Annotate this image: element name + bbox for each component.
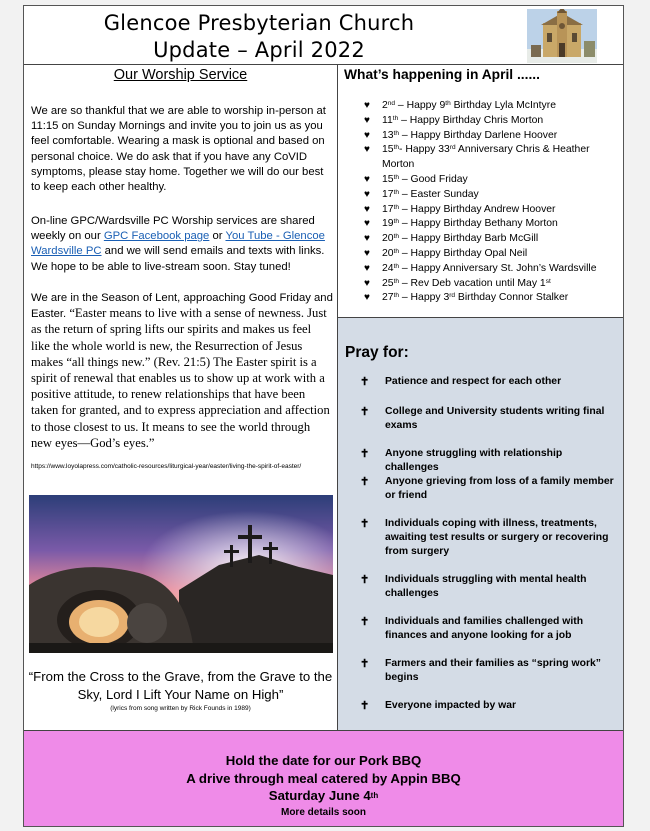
song-quote: “From the Cross to the Grave, from the Grave to the Sky, Lord I Lift Your Name on High” <box>28 669 333 702</box>
cross-bullet-icon: ✝ <box>360 518 370 530</box>
bbq-date <box>24 787 623 805</box>
worship-paragraph: We are so thankful that we are able to worship in-person at 11:15 on Sunday Mornings and invite you to join us as you feel comfortable. Wearing a mask is optional and based on personal choice. We do ask that if you have any CoVID symptoms, please stay home. Together we will do our best to keep each other healthy. <box>31 105 326 194</box>
pray-item-text: Individuals and families challenged with finances and anyone looking for a job <box>385 616 584 641</box>
event-day: 2 <box>382 100 388 111</box>
easter-quote: “Easter means to live with a sense of newness. Just as the return of spring lifts our spirits and makes us feel like the whole world is new, the Resurrection of Jesus makes “all things new.” (Rev. 21:5) The Easter spirit is a spirit of renewal that enables us to show up at work with a positive attitude, to renew relationships that have been taken for granted, and to express appreciation and affection to those closest to us. It means to see the world through new eyes—God’s eyes.” <box>31 306 330 450</box>
heart-bullet-icon: ♥ <box>364 173 370 185</box>
pray-item <box>360 447 618 475</box>
event-day-suffix: th <box>393 218 399 226</box>
event-day-suffix: th <box>393 173 399 181</box>
event-text: – Happy Birthday Chris Morton <box>398 114 544 126</box>
pray-item <box>360 517 618 559</box>
bbq-date-text: Saturday June 4 <box>268 788 371 803</box>
event-day-suffix: th <box>393 292 399 300</box>
event-day-suffix: th <box>393 188 399 196</box>
newsletter-title: Glencoe Presbyterian Church <box>103 11 415 35</box>
online-services-paragraph <box>31 214 333 275</box>
event-item <box>344 203 620 218</box>
heart-bullet-icon: ♥ <box>364 233 370 245</box>
event-day-suffix: th <box>393 144 399 152</box>
pray-item-text: College and University students writing final exams <box>385 406 605 431</box>
cross-bullet-icon: ✝ <box>360 406 370 418</box>
worship-column <box>24 65 337 730</box>
event-item <box>344 277 620 292</box>
heart-bullet-icon: ♥ <box>364 292 370 304</box>
header <box>24 6 623 65</box>
heart-bullet-icon: ♥ <box>364 100 370 111</box>
pray-item <box>360 375 618 389</box>
event-text: Anniversary Chris & Heather Morton <box>382 144 590 171</box>
online-text-a: On-line GPC/Wardsville PC Worship services are shared weekly on our <box>31 215 315 243</box>
facebook-link[interactable]: GPC Facebook page <box>103 230 210 243</box>
event-day-suffix: th <box>393 277 399 285</box>
event-ordinal-suffix: rd <box>449 144 456 152</box>
heart-bullet-icon: ♥ <box>364 114 370 126</box>
pray-item <box>360 475 618 503</box>
event-text: – Happy Birthday Darlene Hoover <box>398 129 558 141</box>
cross-bullet-icon: ✝ <box>360 376 370 388</box>
pray-title: Pray for: <box>345 344 409 361</box>
event-day-suffix: nd <box>387 100 396 107</box>
event-day: 17 <box>382 188 394 200</box>
pray-item <box>360 405 618 433</box>
event-item <box>344 99 620 114</box>
pray-item-text: Everyone impacted by war <box>385 700 517 711</box>
event-text: Birthday Lyla McIntyre <box>450 100 556 111</box>
event-day: 19 <box>382 218 394 230</box>
event-prefix: – Happy 9 <box>395 100 446 111</box>
event-day-suffix: th <box>393 262 399 270</box>
lent-intro: We are in the Season of Lent, approaching Good Friday and Easter. <box>31 292 333 321</box>
pray-section <box>338 317 623 730</box>
pray-item <box>360 573 618 601</box>
pray-item-text: Anyone struggling with relationship challenges <box>385 448 563 473</box>
event-day-suffix: th <box>393 247 399 255</box>
bbq-banner <box>24 730 623 826</box>
heart-bullet-icon: ♥ <box>364 218 370 230</box>
event-day-suffix: th <box>393 129 399 137</box>
event-text: – Happy Birthday Opal Neil <box>398 247 528 259</box>
event-day: 25 <box>382 277 394 289</box>
event-day: 15 <box>382 173 394 185</box>
event-text: Birthday Connor Stalker <box>455 292 569 304</box>
event-prefix: – Happy 3 <box>398 292 450 304</box>
events-list <box>344 99 620 306</box>
event-text: – Happy Birthday Barb McGill <box>398 233 539 245</box>
cross-bullet-icon: ✝ <box>360 574 370 586</box>
heart-bullet-icon: ♥ <box>364 262 370 274</box>
event-text: – Easter Sunday <box>398 188 479 200</box>
event-day-suffix: th <box>393 203 399 211</box>
event-item <box>344 143 620 173</box>
heart-bullet-icon: ♥ <box>364 188 370 200</box>
event-day: 24 <box>382 262 394 274</box>
song-credit: (lyrics from song written by Rick Founds in 1989) <box>110 705 251 712</box>
happening-title: What’s happening in April ...... <box>344 67 540 82</box>
event-item <box>344 114 620 129</box>
event-item <box>344 247 620 262</box>
heart-bullet-icon: ♥ <box>364 247 370 259</box>
event-item <box>344 232 620 247</box>
pray-item <box>360 657 618 685</box>
bbq-caterer: A drive through meal catered by Appin BBQ <box>186 771 461 786</box>
worship-title: Our Worship Service <box>113 67 248 83</box>
pray-item-text: Anyone grieving from loss of a family member or friend <box>385 476 614 501</box>
event-prefix: - Happy 33 <box>398 144 450 156</box>
youtube-link[interactable]: You Tube - Glencoe Wardsville PC <box>31 230 325 258</box>
event-text: – Happy Birthday Andrew Hoover <box>398 203 556 215</box>
event-day-suffix: th <box>393 233 399 241</box>
event-ordinal-suffix: rd <box>449 292 456 300</box>
lent-paragraph <box>31 291 333 452</box>
bbq-more-details: More details soon <box>280 807 366 818</box>
event-text: – Happy Birthday Bethany Morton <box>398 218 558 230</box>
cross-bullet-icon: ✝ <box>360 658 370 670</box>
event-prefix: – Rev Deb vacation until May 1 <box>398 277 546 289</box>
heart-bullet-icon: ♥ <box>364 277 370 289</box>
event-day: 20 <box>382 247 394 259</box>
event-text: – Good Friday <box>398 173 468 185</box>
pray-item-text: Patience and respect for each other <box>385 376 562 387</box>
cross-bullet-icon: ✝ <box>360 448 370 460</box>
pray-item-text: Individuals coping with illness, treatments, awaiting test results or surgery or recovering from surgery <box>385 518 609 557</box>
event-day: 15 <box>382 144 394 156</box>
bbq-date-suffix: th <box>370 791 379 800</box>
newsletter-subtitle: Update – April 2022 <box>153 38 365 62</box>
event-ordinal-suffix: th <box>445 100 451 107</box>
event-day: 11 <box>382 114 393 126</box>
event-day: 27 <box>382 292 394 304</box>
event-item <box>344 173 620 188</box>
event-day: 17 <box>382 203 394 215</box>
heart-bullet-icon: ♥ <box>364 203 370 215</box>
pray-item-text: Individuals struggling with mental health challenges <box>385 574 587 599</box>
online-text-b: or <box>209 230 226 243</box>
cross-bullet-icon: ✝ <box>360 476 370 488</box>
heart-bullet-icon: ♥ <box>364 144 370 156</box>
pray-item <box>360 699 618 713</box>
event-item <box>344 262 620 277</box>
event-item <box>344 188 620 203</box>
event-item <box>344 291 620 306</box>
pray-item <box>360 615 618 643</box>
event-item <box>344 129 620 144</box>
event-ordinal-suffix: st <box>545 277 551 285</box>
pray-item-text: Farmers and their families as “spring work” begins <box>385 658 601 683</box>
cross-bullet-icon: ✝ <box>360 700 370 712</box>
online-text-c: and we will send emails and texts with links. We hope to be able to live-stream soon. Stay tuned! <box>31 245 325 273</box>
church-photo <box>527 9 597 63</box>
event-day-suffix: th <box>392 114 399 122</box>
happening-section <box>338 65 623 317</box>
event-item <box>344 217 620 232</box>
cross-bullet-icon: ✝ <box>360 616 370 628</box>
bbq-headline: Hold the date for our Pork BBQ <box>225 753 422 768</box>
event-day: 13 <box>382 129 394 141</box>
event-day: 20 <box>382 233 394 245</box>
heart-bullet-icon: ♥ <box>364 129 370 141</box>
newsletter-page <box>23 5 624 827</box>
source-link[interactable]: https://www.loyolapress.com/catholic-resources/liturgical-year/easter/living-the-spirit-of-easter/ <box>31 463 302 470</box>
crosses-and-tomb-image <box>29 495 333 653</box>
event-text: – Happy Anniversary St. John’s Wardsville <box>398 262 597 274</box>
